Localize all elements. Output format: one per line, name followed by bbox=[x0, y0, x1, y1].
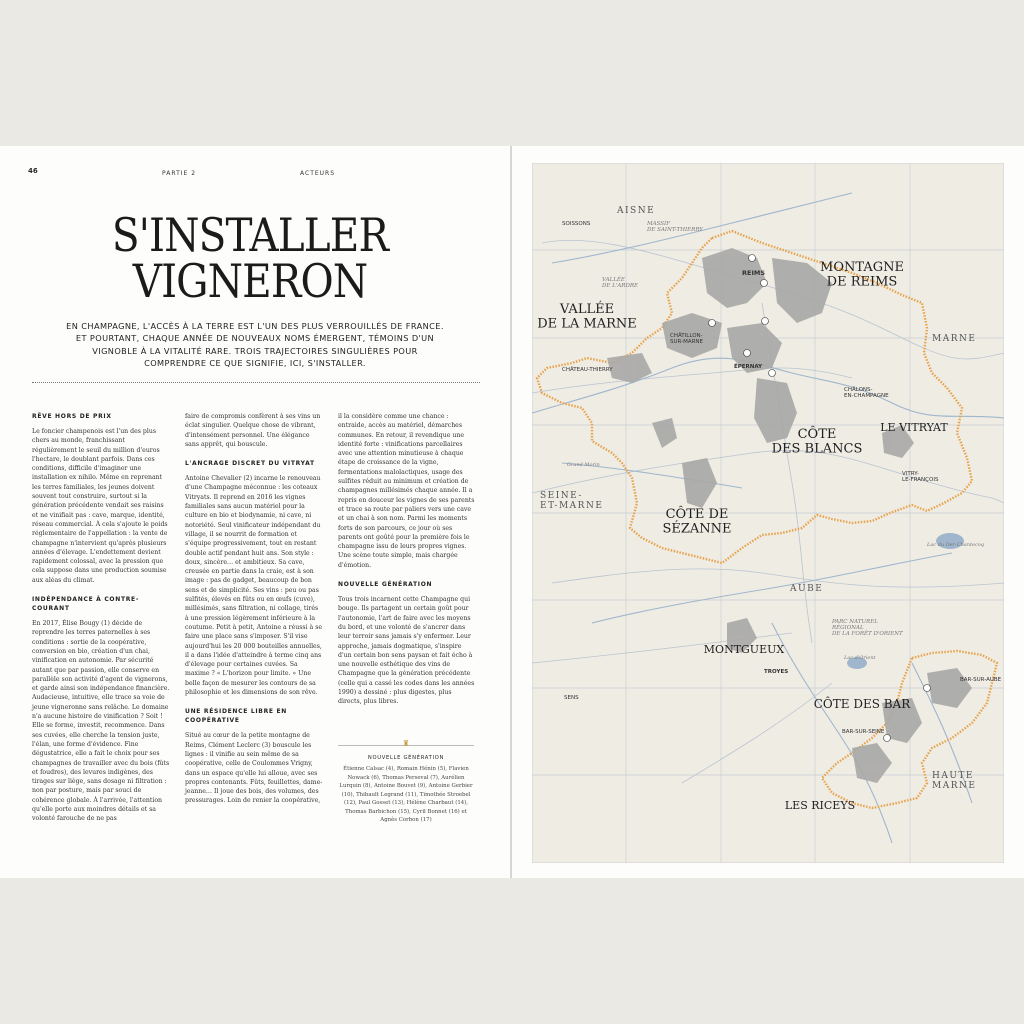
town-chalons: CHÂLONS-EN-CHAMPAGNE bbox=[844, 387, 889, 400]
town-epernay: ÉPERNAY bbox=[734, 364, 763, 370]
heading-reve: RÊVE HORS DE PRIX bbox=[32, 413, 112, 420]
running-header-section: PARTIE 2 bbox=[162, 170, 197, 177]
label-line: DE REIMS bbox=[826, 274, 898, 290]
paragraph: En 2017, Élise Bougy (1) décide de reprendre les terres paternelles à ses conditions : sortie de la coopérative, conversion en bio, création d'un chai, vinification en autonomie. Par sécurité autant que par passion, elle conserve en parallèle son activité d'agent de vignerons, et garde ainsi son indépendance financière. Audacieuse, intuitive, elle trace sa voie de jeune vigneronne sans relâche. Le domaine n'a aucune histoire de vinification ? Soit ! Elle se forme, investit, recommence. Dans ses cuvées, elle cherche la tension juste, l'élan, une forme d'évidence. Fine dégustatrice, elle a fait le choix pour ses champagnes de travailler avec du bois (fûts et foudres), des levures indigènes, des tirages sur liège, sans dosage ni filtration : non par posture, mais par souci de cohérence globale. À l'arrivée, l'attention qu'elle porte aux moindres détails et sa volonté farouche de ne pas bbox=[32, 620, 170, 823]
text-column-1 bbox=[32, 412, 170, 824]
heading-nouvelle-generation: NOUVELLE GÉNÉRATION bbox=[338, 581, 433, 589]
page-number: 46 bbox=[28, 167, 38, 175]
article-intro: EN CHAMPAGNE, L'ACCÈS À LA TERRE EST L'UN DES PLUS VERROUILLÉS DE FRANCE. ET POURTANT, CHAQUE ANNÉE DE NOUVEAUX NOMS ÉMERGENT, TÉMOINS D'UN VIGNOBLE À LA VITALITÉ RARE. TROIS TRAJECTOIRES SINGULIÈRES POUR COMPRENDRE CE QUE SIGNIFIE, ICI, S'INSTALLER. bbox=[66, 321, 444, 369]
heading-residence: UNE RÉSIDENCE LIBRE EN COOPÉRATIVE bbox=[185, 708, 288, 725]
label-line: EN-CHAMPAGNE bbox=[844, 393, 889, 400]
label-line: LE-FRANÇOIS bbox=[902, 477, 939, 484]
dept-label-seine-marne: SEINE-ET-MARNE bbox=[540, 491, 604, 511]
region-label-cote-bar: CÔTE DES BAR bbox=[813, 697, 911, 711]
label-line: DE LA MARNE bbox=[537, 316, 637, 332]
label-line: MARNE bbox=[932, 780, 977, 791]
running-header-chapter: ACTEURS bbox=[300, 170, 336, 177]
label-line: SUR-MARNE bbox=[670, 339, 704, 346]
town-chateau-thierry: CHÂTEAU-THIERRY bbox=[562, 367, 613, 373]
region-label-cote-blancs: CÔTE DES BLANCS bbox=[771, 427, 863, 457]
town-sens: SENS bbox=[564, 695, 579, 701]
bottle-icon: ♜ bbox=[402, 739, 410, 748]
town-troyes: TROYES bbox=[764, 669, 789, 675]
area-label-vallee-ardre: VALLÉE DE L'ARDRE bbox=[602, 277, 639, 290]
dept-label-marne: MARNE bbox=[932, 334, 977, 344]
heading-vitryat: L'ANCRAGE DISCRET DU VITRYAT bbox=[185, 460, 315, 468]
section-divider bbox=[32, 382, 480, 383]
region-label-vallee-marne: VALLÉE DE LA MARNE bbox=[537, 302, 637, 332]
area-label-massif: MASSIF DE SAINT-THIERRY bbox=[647, 221, 703, 234]
dept-label-aube: AUBE bbox=[790, 584, 824, 594]
heading-independance: INDÉPENDANCE À CONTRE-COURANT bbox=[32, 596, 140, 613]
town-reims: REIMS bbox=[742, 269, 766, 277]
sidebar-box-body: Étienne Calsac (4), Romain Hénin (5), Flavien Nowack (6), Thomas Perseval (7), Aurélien Lurquin (8), Antoine Bouvet (9), Antoine Gerbier (10), Thibault Legrand (11), Timothée Stroebel (12), Paul Gosset (13), Hélène Charbaut (14), Thomas Barbichon (15), Cyril Bonnet (16) et Agnès Corbon (17) bbox=[339, 766, 473, 823]
article-title bbox=[83, 208, 417, 308]
sidebar-box-title: NOUVELLE GÉNÉRATION bbox=[367, 755, 445, 761]
area-label-lac-der: Lac du Der-Chantecoq bbox=[927, 542, 984, 548]
title-line-1: S'INSTALLER bbox=[111, 208, 389, 262]
paragraph: Antoine Chevalier (2) incarne le renouveau d'une Champagne méconnue : les coteaux Vitryats. Il reprend en 2016 les vignes familiales sans aucun matériel pour la culture en bio et biodynamie, ni cave, ni notoriété. Seul vinificateur indépendant du village, il se nourrit de formation et s'équipe progressivement, tout en restant double actif pendant huit ans. Son style : doux, sincère… et ambitieux. Sa cave, creusée en partie dans la craie, est à son image : pas de gadget, beaucoup de bon sens et de simplicité. Ses vins : peu ou pas sulfités, élevés en fûts ou en œufs (cuve), millésimés, sans filtration, ni collage, tirés à une pression légèrement inférieure à la coutume. Petit à petit, Antoine a réussi à se faire une place sans s'imposer. S'il vise aujourd'hui les 20 000 bouteilles annuelles, il a dans l'idée d'atteindre à terme cinq ans d'élevage pour certaines cuvées. Sa maxime ? « L'horizon pour limite. » Une belle façon de mesurer les contours de sa philosophie et les dimensions de son rêve. bbox=[185, 475, 323, 697]
town-vitry: VITRY-LE-FRANÇOIS bbox=[902, 471, 939, 484]
region-label-cote-sezanne: CÔTE DE SÉZANNE bbox=[662, 507, 732, 537]
region-label-montgueux: MONTGUEUX bbox=[703, 643, 785, 656]
paragraph: il la considère comme une chance : entraide, accès au matériel, démarches communes. En retour, il revendique une identité forte : vinifications parcellaires avec une attention minutieuse à chaque étape de croissance de la vigne, fermentations malolactiques, usage des sulfites réduit au minimum et création de champagnes millésimés chaque année. Il a repris en douceur les vignes de ses parents et trace sa route par paliers vers une cave et un chai à son nom. Parmi les moments forts de son parcours, ce jour où ses parents ont goûté pour la première fois le champagne issu de leurs propres vignes. Une scène toute simple, mais chargée d'émotion. bbox=[338, 413, 475, 569]
region-label-riceys: LES RICEYS bbox=[784, 799, 856, 812]
region-label-vitryat: LE VITRYAT bbox=[880, 421, 948, 434]
paragraph: Tous trois incarnent cette Champagne qui bouge. Ils partagent un certain goût pour l'autonomie, l'art de faire avec les moyens du bord, et une volonté de s'ancrer dans leur terroir sans jamais s'y enfermer. Leur approche, jamais dogmatique, s'inspire d'un certain bon sens paysan et fait écho à une nouvelle esthétique des vins de Champagne que la génération précédente (celle qui a cassé les codes dans les années 1990) a dessiné : plus digestes, plus directs, plus libres. bbox=[338, 596, 475, 706]
label-line: ET-MARNE bbox=[540, 500, 604, 511]
text-column-3 bbox=[338, 412, 476, 707]
area-label-parc: PARC NATUREL RÉGIONAL DE LA FORÊT D'ORIENT bbox=[832, 619, 903, 638]
town-chatillon: CHÂTILLON-SUR-MARNE bbox=[670, 333, 704, 346]
area-label-lac-orient: Lac d'Orient bbox=[844, 655, 876, 661]
label-line: SÉZANNE bbox=[662, 521, 732, 537]
town-bar-aube: BAR-SUR-AUBE bbox=[960, 677, 1002, 683]
area-label-grand-morin: Grand Morin bbox=[567, 462, 600, 468]
champagne-map bbox=[532, 163, 1004, 863]
title-line-2: VIGNERON bbox=[132, 254, 368, 308]
town-bar-seine: BAR-SUR-SEINE bbox=[842, 729, 885, 735]
sidebar-box bbox=[338, 739, 474, 844]
text-column-2 bbox=[185, 412, 323, 806]
dept-label-aisne: AISNE bbox=[617, 206, 656, 216]
paragraph: Le foncier champenois est l'un des plus chers au monde, franchissant régulièrement le seuil du million d'euros l'hectare, le doublant parfois. Dans ces conditions, difficile d'imaginer une installation ex nihilo. Même en reprenant les terres familiales, les jeunes doivent souvent tout construire, surtout si la génération précédente vendait ses raisins et ne vinifiait pas : cave, marque, identité, réseau commercial. À cela s'ajoute le poids réglementaire de l'appellation : la vente de champagne n'intervient qu'après plusieurs années d'élevage. L'endettement devient rapidement colossal, avec la pression que cela suppose dans une production soumise aux aléas du climat. bbox=[32, 428, 168, 584]
label-line: DE LA FORÊT D'ORIENT bbox=[832, 631, 903, 638]
label-line: RÉGIONAL bbox=[832, 625, 864, 632]
paragraph: Situé au cœur de la petite montagne de Reims, Clément Leclerc (3) bouscule les lignes : il vinifie au sein même de sa coopérative, celle de Coulommes Vrigny, dans un espace qu'elle lui alloue, avec ses propres contenants. Fûts, feuillettes, dame-jeanne… Il joue des bois, des volumes, des pressurages. Loin de renier la coopérative, bbox=[185, 732, 323, 805]
paragraph: faire de compromis confèrent à ses vins un éclat singulier. Quelque chose de vibrant, d'intensément personnel. Une élégance sans apprêt, qui bouscule. bbox=[185, 413, 321, 448]
town-soissons: SOISSONS bbox=[562, 221, 591, 227]
dept-label-haute-marne: HAUTE MARNE bbox=[932, 771, 977, 791]
label-line: DES BLANCS bbox=[771, 441, 863, 457]
label-line: DE L'ARDRE bbox=[602, 283, 639, 290]
region-label-montagne-reims: MONTAGNE DE REIMS bbox=[820, 260, 904, 290]
label-line: DE SAINT-THIERRY bbox=[647, 227, 703, 234]
